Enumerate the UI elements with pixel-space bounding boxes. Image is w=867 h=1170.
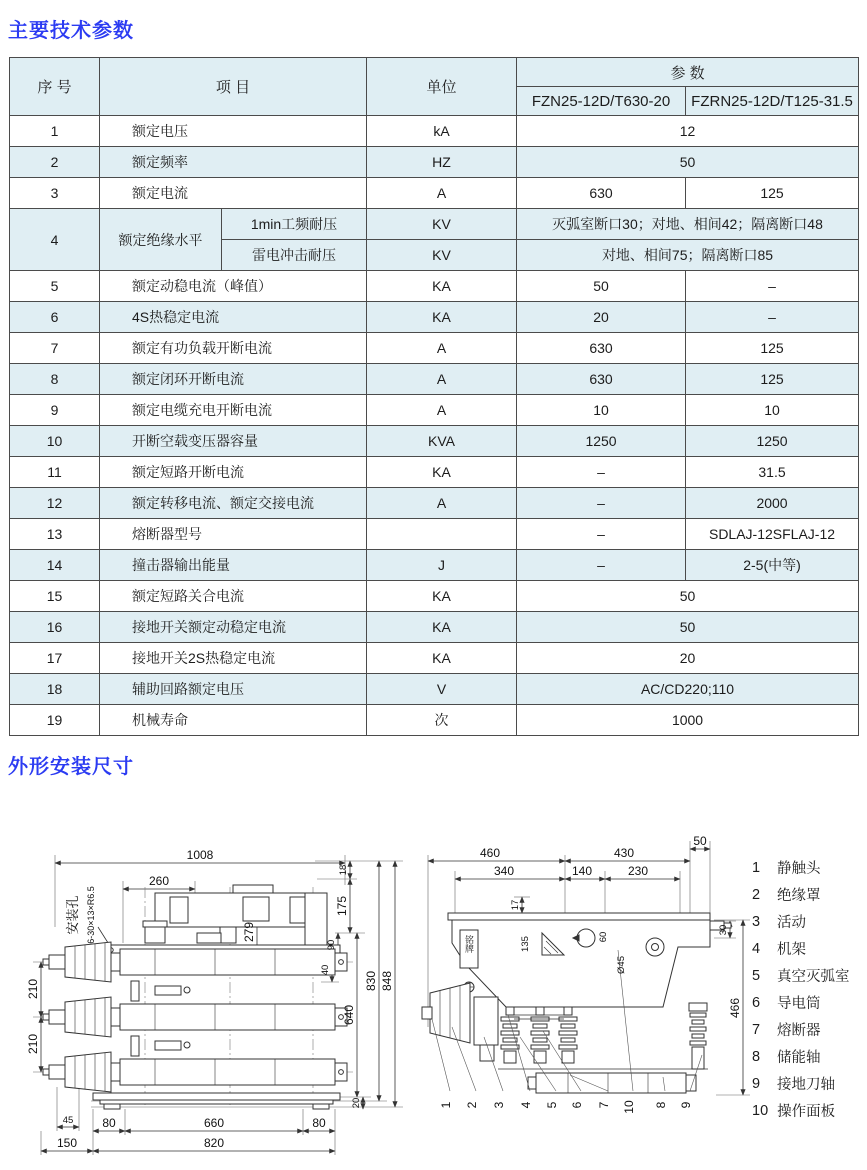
cell-unit: J (367, 550, 517, 581)
part-number: 8 (752, 1048, 761, 1065)
table-row (10, 395, 859, 426)
part-name: 活动 (777, 915, 806, 931)
cell-no: 12 (10, 488, 100, 519)
parts-list-item (752, 935, 850, 962)
cell-item: 开断空载变压器容量 (100, 426, 367, 457)
dim-label: 20 (351, 1097, 362, 1109)
table-row (10, 302, 859, 333)
cell-value-2: 125 (686, 178, 859, 209)
cell-value-2: 125 (686, 333, 859, 364)
cell-unit: KA (367, 581, 517, 612)
table-row (10, 364, 859, 395)
dimension-drawings (0, 775, 867, 1170)
dim-label: 90 (326, 939, 337, 951)
cell-value-1: 1250 (517, 426, 686, 457)
cell-value-1: – (517, 457, 686, 488)
cell-value-2: 2000 (686, 488, 859, 519)
cell-value-2: 2-5(中等) (686, 550, 859, 581)
cell-value-2: – (686, 271, 859, 302)
dim-label: 230 (627, 864, 649, 878)
part-name: 导电筒 (777, 996, 821, 1012)
cell-item: 额定闭环开断电流 (100, 364, 367, 395)
leader-number: 10 (622, 1100, 636, 1114)
cell-unit: KV (367, 209, 517, 240)
cell-unit: A (367, 333, 517, 364)
part-number: 5 (752, 967, 761, 984)
table-row (10, 116, 859, 147)
cell-item: 额定短路关合电流 (100, 581, 367, 612)
cell-value-1: 630 (517, 364, 686, 395)
part-name: 接地刀轴 (777, 1077, 835, 1093)
table-row (10, 333, 859, 364)
cell-item: 辅助回路额定电压 (100, 674, 367, 705)
cell-unit: KVA (367, 426, 517, 457)
cell-unit: kA (367, 116, 517, 147)
header-model-2: FZRN25-12D/T125-31.5 (686, 87, 859, 116)
table-row (10, 426, 859, 457)
parts-list-item (752, 962, 850, 989)
dim-label: 80 (312, 1116, 326, 1130)
cell-item: 额定短路开断电流 (100, 457, 367, 488)
cell-value: 灭弧室断口30；对地、相间42；隔离断口48 (517, 209, 859, 240)
cell-value: 50 (517, 147, 859, 178)
leader-numbers (439, 1100, 693, 1114)
cell-unit: A (367, 364, 517, 395)
cell-unit: HZ (367, 147, 517, 178)
cell-value-2: – (686, 302, 859, 333)
part-name: 储能轴 (777, 1050, 821, 1066)
part-number: 7 (752, 1021, 761, 1038)
dim-label: Ø45 (616, 956, 627, 974)
table-row (10, 488, 859, 519)
cell-value: AC/CD220;110 (517, 674, 859, 705)
part-name: 熔断器 (777, 1023, 821, 1039)
table-row (10, 674, 859, 705)
spec-table (9, 57, 859, 736)
dim-label: 660 (203, 1116, 225, 1130)
cell-no: 8 (10, 364, 100, 395)
parts-list-item (752, 1016, 850, 1043)
cell-no: 13 (10, 519, 100, 550)
cell-value-2: 31.5 (686, 457, 859, 488)
cell-no: 6 (10, 302, 100, 333)
mounting-hole-label: 安装孔 (65, 895, 80, 935)
dim-label: 430 (613, 846, 635, 860)
part-name: 真空灭弧室 (777, 969, 850, 985)
cell-unit: A (367, 395, 517, 426)
table-row (10, 519, 859, 550)
side-view-drawing (418, 775, 753, 1120)
dim-label: 848 (380, 970, 394, 992)
dim-label: 140 (571, 864, 593, 878)
cell-value-1: 50 (517, 271, 686, 302)
cell-value: 50 (517, 612, 859, 643)
cell-item: 额定频率 (100, 147, 367, 178)
cell-value-2: SDLAJ-12SFLAJ-12 (686, 519, 859, 550)
dim-label: 135 (520, 936, 531, 952)
leader-number: 2 (465, 1101, 479, 1109)
cell-unit: KA (367, 612, 517, 643)
cell-subitem: 雷电冲击耐压 (222, 240, 367, 271)
cell-value-1: 630 (517, 333, 686, 364)
parts-list-item (752, 989, 850, 1016)
cell-subitem: 1min工频耐压 (222, 209, 367, 240)
parts-list (752, 854, 850, 1124)
header-model-1: FZN25-12D/T630-20 (517, 87, 686, 116)
cell-no: 9 (10, 395, 100, 426)
dim-label: 210 (26, 978, 40, 1000)
parts-list-item (752, 1097, 850, 1124)
part-number: 1 (752, 859, 761, 876)
cell-no: 19 (10, 705, 100, 736)
parts-list-item (752, 854, 850, 881)
dim-label: 340 (493, 864, 515, 878)
cell-item: 熔断器型号 (100, 519, 367, 550)
part-name: 绝缘罩 (777, 888, 821, 904)
leader-number: 3 (492, 1101, 506, 1109)
table-row (10, 457, 859, 488)
dim-label: 279 (242, 921, 256, 943)
dim-label: 460 (479, 846, 501, 860)
header-unit: 单位 (367, 58, 517, 116)
cell-item: 4S热稳定电流 (100, 302, 367, 333)
dim-label: 50 (693, 834, 707, 848)
parts-list-item (752, 881, 850, 908)
part-name: 机架 (777, 942, 806, 958)
insulator-stack (559, 1007, 577, 1063)
part-number: 2 (752, 886, 761, 903)
section-title-dimensions: 外形安装尺寸 (8, 756, 134, 778)
mounting-hole-spec: 6-30×13×R6.5 (86, 886, 96, 944)
pole-assemblies (43, 939, 347, 1092)
dim-label: 17 (510, 899, 521, 911)
table-row (10, 209, 859, 240)
cell-no: 2 (10, 147, 100, 178)
cell-unit: 次 (367, 705, 517, 736)
dim-label: 45 (62, 1115, 74, 1126)
cell-item: 机械寿命 (100, 705, 367, 736)
cell-item: 额定电压 (100, 116, 367, 147)
cell-value: 50 (517, 581, 859, 612)
front-view-drawing (5, 775, 417, 1170)
cell-no: 11 (10, 457, 100, 488)
cell-no: 15 (10, 581, 100, 612)
dim-label: 820 (203, 1136, 225, 1150)
cell-no: 1 (10, 116, 100, 147)
cell-no: 7 (10, 333, 100, 364)
leader-number: 4 (519, 1101, 533, 1109)
cell-value: 12 (517, 116, 859, 147)
leader-number: 1 (439, 1101, 453, 1109)
cell-unit: KA (367, 643, 517, 674)
cell-item: 额定动稳电流（峰值） (100, 271, 367, 302)
parts-list-item (752, 1043, 850, 1070)
table-row (10, 550, 859, 581)
cell-item: 额定有功负载开断电流 (100, 333, 367, 364)
part-number: 4 (752, 940, 761, 957)
cell-value-1: – (517, 488, 686, 519)
cell-item: 撞击器输出能量 (100, 550, 367, 581)
cell-value-2: 1250 (686, 426, 859, 457)
cell-no: 3 (10, 178, 100, 209)
table-row (10, 581, 859, 612)
leader-number: 6 (570, 1101, 584, 1109)
cell-value: 20 (517, 643, 859, 674)
dim-label: 60 (598, 931, 609, 943)
cell-item: 额定绝缘水平 (100, 209, 222, 271)
leader-number: 8 (654, 1101, 668, 1109)
parts-list-item (752, 908, 850, 935)
dim-label: 30 (718, 924, 729, 936)
cell-value-1: 10 (517, 395, 686, 426)
cell-value-1: 630 (517, 178, 686, 209)
dim-label: 210 (26, 1033, 40, 1055)
part-name: 静触头 (777, 861, 821, 877)
cell-unit: KV (367, 240, 517, 271)
dim-label: 260 (148, 874, 170, 888)
part-number: 6 (752, 994, 761, 1011)
table-row (10, 705, 859, 736)
insulator-stack (501, 1007, 519, 1063)
cell-item: 额定电缆充电开断电流 (100, 395, 367, 426)
header-item: 项 目 (100, 58, 367, 116)
cell-unit: KA (367, 302, 517, 333)
table-row (10, 178, 859, 209)
cell-value-1: – (517, 519, 686, 550)
cell-unit: V (367, 674, 517, 705)
cell-unit: KA (367, 457, 517, 488)
cell-no: 4 (10, 209, 100, 271)
dim-label: 830 (364, 970, 378, 992)
parts-list-item (752, 1070, 850, 1097)
cell-value-2: 10 (686, 395, 859, 426)
part-number: 9 (752, 1075, 761, 1092)
header-no: 序 号 (10, 58, 100, 116)
nameplate-label: 铭牌 (464, 935, 474, 953)
dim-label: 466 (728, 997, 742, 1019)
cell-no: 17 (10, 643, 100, 674)
table-row (10, 271, 859, 302)
cell-unit: KA (367, 271, 517, 302)
cell-item: 接地开关2S热稳定电流 (100, 643, 367, 674)
cell-unit: A (367, 178, 517, 209)
cell-value: 对地、相间75；隔离断口85 (517, 240, 859, 271)
part-number: 10 (752, 1102, 769, 1119)
table-row (10, 643, 859, 674)
leader-number: 9 (679, 1101, 693, 1109)
dim-label: 175 (335, 895, 349, 917)
cell-no: 14 (10, 550, 100, 581)
leader-number: 7 (597, 1101, 611, 1109)
section-title-parameters: 主要技术参数 (8, 20, 134, 42)
cell-value: 1000 (517, 705, 859, 736)
table-row (10, 147, 859, 178)
cell-no: 16 (10, 612, 100, 643)
cell-no: 10 (10, 426, 100, 457)
cell-value-1: 20 (517, 302, 686, 333)
cell-value-1: – (517, 550, 686, 581)
cell-unit: A (367, 488, 517, 519)
cell-no: 18 (10, 674, 100, 705)
dim-label: 1008 (186, 848, 214, 862)
cell-item: 接地开关额定动稳定电流 (100, 612, 367, 643)
part-number: 3 (752, 913, 761, 930)
dim-label: 640 (342, 1004, 356, 1026)
cell-item: 额定电流 (100, 178, 367, 209)
dim-label: 80 (102, 1116, 116, 1130)
dim-label: 18 (338, 864, 349, 876)
leader-number: 5 (545, 1101, 559, 1109)
part-name: 操作面板 (777, 1104, 836, 1120)
dim-label: 150 (56, 1136, 78, 1150)
insulator-stack (531, 1007, 549, 1063)
cell-unit (367, 519, 517, 550)
header-param: 参 数 (517, 58, 859, 87)
cell-no: 5 (10, 271, 100, 302)
cell-value-2: 125 (686, 364, 859, 395)
dim-label: 40 (320, 964, 331, 976)
cell-item: 额定转移电流、额定交接电流 (100, 488, 367, 519)
table-row (10, 612, 859, 643)
